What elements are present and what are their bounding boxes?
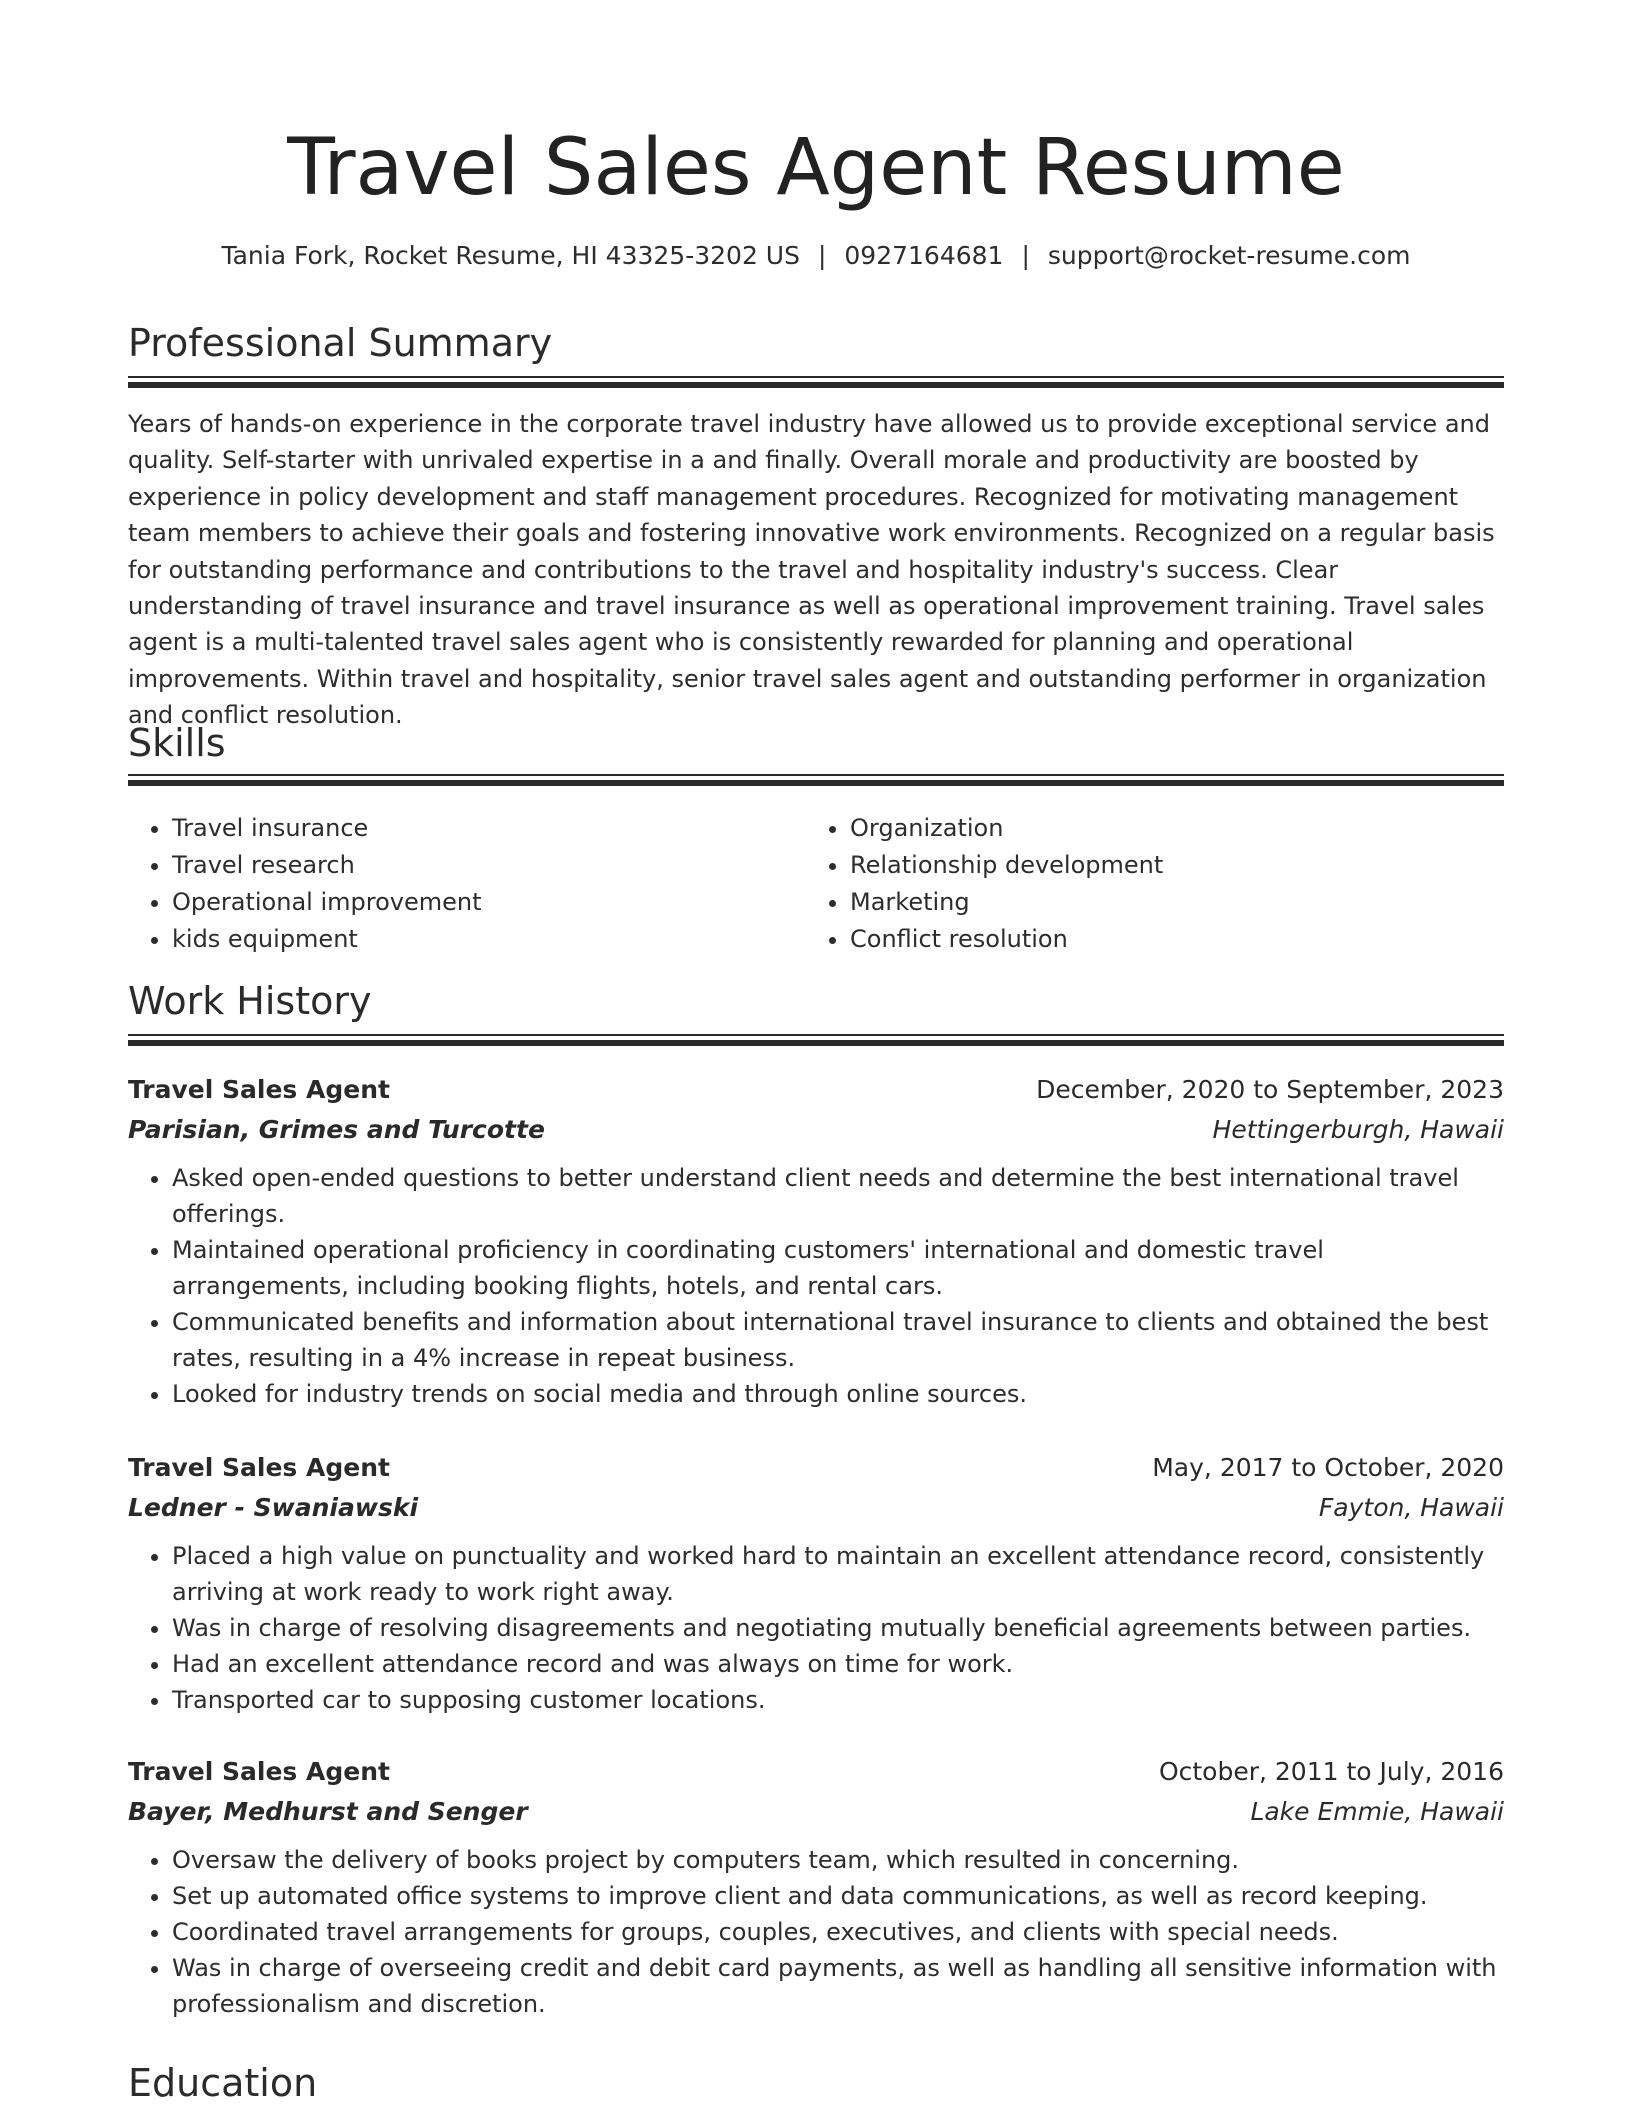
job-location: Lake Emmie, Hawaii xyxy=(1250,1797,1504,1826)
job-dates: October, 2011 to July, 2016 xyxy=(1158,1757,1504,1786)
job-bullet: • Looked for industry trends on social media and through online sources. xyxy=(172,1376,1504,1412)
skills-heading: Skills xyxy=(128,721,226,765)
job-title: Travel Sales Agent xyxy=(128,1075,390,1104)
education-heading: Education xyxy=(128,2061,318,2105)
contact-phone: 0927164681 xyxy=(844,241,1004,270)
job-bullet: • Maintained operational proficiency in coordinating customers' international and domestic travel arrangements, including booking flights, hotels, and rental cars. xyxy=(172,1232,1504,1304)
job-bullet: • Was in charge of resolving disagreements and negotiating mutually beneficial agreements between parties. xyxy=(172,1610,1504,1646)
contact-line xyxy=(128,238,1504,274)
job-entry xyxy=(128,1448,1504,1718)
skill-item: • Travel insurance xyxy=(172,810,802,847)
job-bullets xyxy=(128,1160,1504,1412)
job-dates: December, 2020 to September, 2023 xyxy=(1036,1075,1504,1104)
section-divider xyxy=(128,376,1504,388)
job-location: Hettingerburgh, Hawaii xyxy=(1212,1115,1504,1144)
job-bullet: • Transported car to supposing customer locations. xyxy=(172,1682,1504,1718)
job-location: Fayton, Hawaii xyxy=(1318,1493,1504,1522)
section-divider xyxy=(128,774,1504,786)
skill-item: • Travel research xyxy=(172,847,802,884)
skill-item: • Operational improvement xyxy=(172,884,802,921)
job-bullets xyxy=(128,1842,1504,2022)
skills-list-left xyxy=(128,810,802,958)
job-bullets xyxy=(128,1538,1504,1718)
job-bullet: • Placed a high value on punctuality and worked hard to maintain an excellent attendance record, consistently arriving at work ready to work right away. xyxy=(172,1538,1504,1610)
job-bullet: • Asked open-ended questions to better understand client needs and determine the best international travel offerings. xyxy=(172,1160,1504,1232)
job-bullet: • Oversaw the delivery of books project by computers team, which resulted in concerning. xyxy=(172,1842,1504,1878)
contact-separator: | xyxy=(817,241,827,270)
job-bullet: • Was in charge of overseeing credit and debit card payments, as well as handling all sensitive information with professionalism and discretion. xyxy=(172,1950,1504,2022)
job-dates: May, 2017 to October, 2020 xyxy=(1152,1453,1504,1482)
job-bullet: • Coordinated travel arrangements for groups, couples, executives, and clients with special needs. xyxy=(172,1914,1504,1950)
skill-item: • Relationship development xyxy=(850,847,1500,884)
skill-item: • Marketing xyxy=(850,884,1500,921)
job-bullet: • Communicated benefits and information about international travel insurance to clients and obtained the best rates, resulting in a 4% increase in repeat business. xyxy=(172,1304,1504,1376)
summary-heading: Professional Summary xyxy=(128,321,553,365)
job-entry xyxy=(128,1070,1504,1412)
skill-item: • Conflict resolution xyxy=(850,921,1500,958)
work-heading: Work History xyxy=(128,979,372,1023)
section-divider xyxy=(128,1034,1504,1046)
job-bullet: • Set up automated office systems to improve client and data communications, as well as record keeping. xyxy=(172,1878,1504,1914)
job-entry xyxy=(128,1752,1504,2022)
skill-item: • kids equipment xyxy=(172,921,802,958)
job-title: Travel Sales Agent xyxy=(128,1757,390,1786)
job-bullet: • Had an excellent attendance record and was always on time for work. xyxy=(172,1646,1504,1682)
resume-title: Travel Sales Agent Resume xyxy=(287,123,1345,213)
skill-item: • Organization xyxy=(850,810,1500,847)
summary-text: Years of hands-on experience in the corporate travel industry have allowed us to provide exceptional service and quality. Self-starter with unrivaled expertise in a and finally. Overall morale and productivity are boosted by experience in policy development and staff management procedures. Recognized for motivating management team members to achieve their goals and fostering innovative work environments. Recognized on a regular basis for outstanding performance and contributions to the travel and hospitality industry's success. Clear understanding of travel insurance and travel insurance as well as operational improvement training. Travel sales agent is a multi-talented travel sales agent who is consistently rewarded for planning and operational improvements. Within travel and hospitality, senior travel sales agent and outstanding performer in organization and conflict resolution. xyxy=(128,410,1495,730)
contact-separator: | xyxy=(1021,241,1030,270)
job-title: Travel Sales Agent xyxy=(128,1453,390,1482)
contact-address: Tania Fork, Rocket Resume, HI 43325-3202 US xyxy=(221,241,800,270)
job-company: Parisian, Grimes and Turcotte xyxy=(128,1115,545,1144)
job-company: Bayer, Medhurst and Senger xyxy=(128,1797,528,1826)
contact-email: support@rocket-resume.com xyxy=(1047,241,1411,270)
skills-list-right xyxy=(806,810,1500,958)
job-company: Ledner - Swaniawski xyxy=(128,1493,419,1522)
